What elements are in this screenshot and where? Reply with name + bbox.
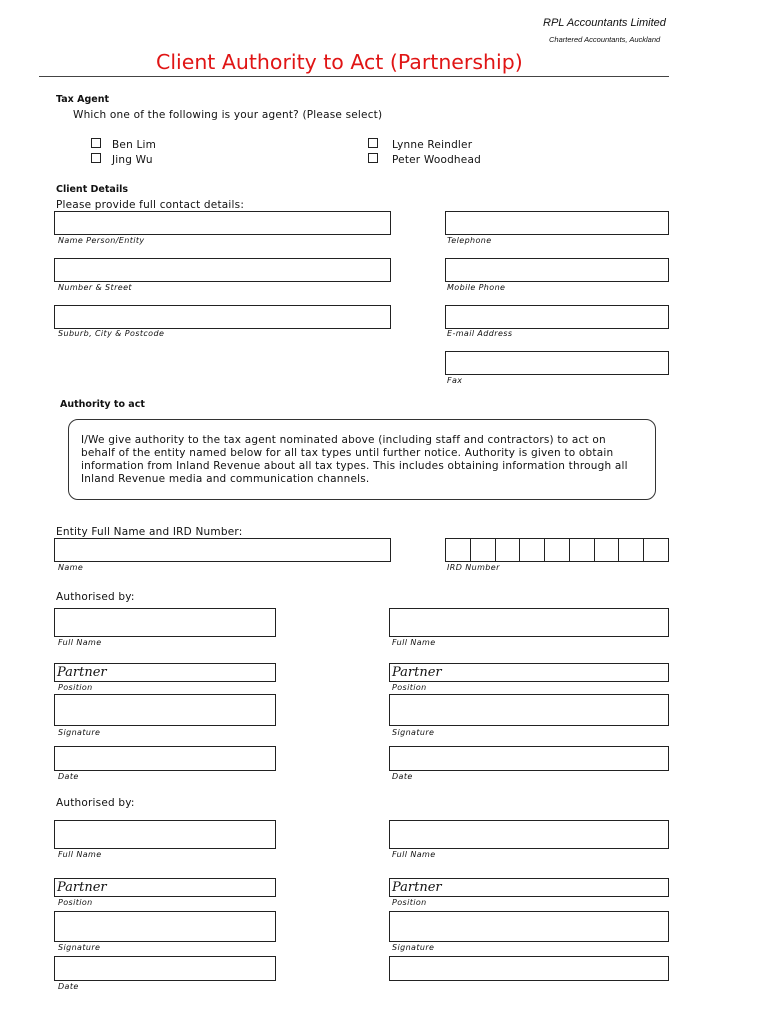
entity-name-caption: Name	[58, 563, 84, 572]
partner1-signature-caption: Signature	[58, 728, 101, 737]
partner3-date-field[interactable]	[54, 956, 276, 981]
client-details-instruction: Please provide full contact details:	[56, 199, 245, 211]
partner4-signature-field[interactable]	[389, 911, 669, 942]
email-field[interactable]	[445, 305, 669, 329]
partner3-full-name-field[interactable]	[54, 820, 276, 849]
authority-line: Inland Revenue media and communication channels.	[81, 473, 370, 485]
ird-digit-cell[interactable]	[471, 539, 496, 561]
page-title: Client Authority to Act (Partnership)	[156, 50, 523, 74]
authority-heading: Authority to act	[60, 399, 145, 410]
street-field[interactable]	[54, 258, 391, 282]
option-lynne-reindler-label: Lynne Reindler	[392, 139, 473, 151]
option-peter-woodhead-label: Peter Woodhead	[392, 154, 481, 166]
authorised-by-heading-1: Authorised by:	[56, 591, 135, 603]
telephone-field[interactable]	[445, 211, 669, 235]
fax-caption: Fax	[447, 376, 463, 385]
partner1-date-field[interactable]	[54, 746, 276, 771]
partner3-position-caption: Position	[58, 898, 93, 907]
name-entity-caption: Name Person/Entity	[58, 236, 145, 245]
partner1-full-name-field[interactable]	[54, 608, 276, 637]
authority-statement	[68, 419, 656, 500]
mobile-field[interactable]	[445, 258, 669, 282]
option-ben-lim-label: Ben Lim	[112, 139, 157, 151]
option-jing-wu-label: Jing Wu	[112, 154, 153, 166]
partner2-full-name-field[interactable]	[389, 608, 669, 637]
partner1-signature-field[interactable]	[54, 694, 276, 726]
checkbox-lynne-reindler[interactable]	[368, 138, 378, 148]
checkbox-ben-lim[interactable]	[91, 138, 101, 148]
mobile-caption: Mobile Phone	[447, 283, 506, 292]
entity-heading: Entity Full Name and IRD Number:	[56, 526, 243, 538]
partner2-signature-caption: Signature	[392, 728, 435, 737]
checkbox-jing-wu[interactable]	[91, 153, 101, 163]
client-details-heading: Client Details	[56, 184, 128, 195]
partner1-full-name-caption: Full Name	[58, 638, 102, 647]
partner2-date-caption: Date	[392, 772, 413, 781]
entity-name-field[interactable]	[54, 538, 391, 562]
firm-subtitle: Chartered Accountants, Auckland	[549, 35, 661, 44]
ird-number-caption: IRD Number	[447, 563, 500, 572]
partner2-position-field[interactable]: Partner	[389, 663, 669, 682]
partner2-date-field[interactable]	[389, 746, 669, 771]
ird-digit-cell[interactable]	[446, 539, 471, 561]
partner4-full-name-field[interactable]	[389, 820, 669, 849]
partner2-position-caption: Position	[392, 683, 427, 692]
fax-field[interactable]	[445, 351, 669, 375]
ird-digit-cell[interactable]	[570, 539, 595, 561]
tax-agent-heading: Tax Agent	[56, 94, 110, 105]
partner3-full-name-caption: Full Name	[58, 850, 102, 859]
suburb-caption: Suburb, City & Postcode	[58, 329, 165, 338]
partner4-full-name-caption: Full Name	[392, 850, 436, 859]
authority-line: information from Inland Revenue about all tax types. This includes obtaining information through all	[81, 460, 628, 472]
partner3-date-caption: Date	[58, 982, 79, 991]
partner4-date-field[interactable]	[389, 956, 669, 981]
ird-digit-cell[interactable]	[595, 539, 620, 561]
authority-line: behalf of the entity named below for all tax types until further notice. Authority is given to obtain	[81, 447, 614, 459]
partner1-date-caption: Date	[58, 772, 79, 781]
partner1-position-caption: Position	[58, 683, 93, 692]
telephone-caption: Telephone	[447, 236, 492, 245]
authority-line: I/We give authority to the tax agent nominated above (including staff and contractors) to act on	[81, 434, 606, 446]
partner3-position-field[interactable]: Partner	[54, 878, 276, 897]
partner1-position-field[interactable]: Partner	[54, 663, 276, 682]
ird-digit-cell[interactable]	[520, 539, 545, 561]
partner2-signature-field[interactable]	[389, 694, 669, 726]
authorised-by-heading-2: Authorised by:	[56, 797, 135, 809]
tax-agent-question: Which one of the following is your agent? (Please select)	[73, 109, 383, 121]
ird-number-field[interactable]	[445, 538, 669, 562]
partner2-full-name-caption: Full Name	[392, 638, 436, 647]
ird-digit-cell[interactable]	[496, 539, 521, 561]
ird-digit-cell[interactable]	[545, 539, 570, 561]
ird-digit-cell[interactable]	[619, 539, 644, 561]
street-caption: Number & Street	[58, 283, 132, 292]
partner4-position-field[interactable]: Partner	[389, 878, 669, 897]
checkbox-peter-woodhead[interactable]	[368, 153, 378, 163]
partner4-signature-caption: Signature	[392, 943, 435, 952]
suburb-field[interactable]	[54, 305, 391, 329]
partner3-signature-field[interactable]	[54, 911, 276, 942]
ird-digit-cell[interactable]	[644, 539, 668, 561]
email-caption: E-mail Address	[447, 329, 513, 338]
name-entity-field[interactable]	[54, 211, 391, 235]
title-rule	[39, 76, 669, 77]
partner3-signature-caption: Signature	[58, 943, 101, 952]
firm-name: RPL Accountants Limited	[543, 17, 666, 29]
partner4-position-caption: Position	[392, 898, 427, 907]
